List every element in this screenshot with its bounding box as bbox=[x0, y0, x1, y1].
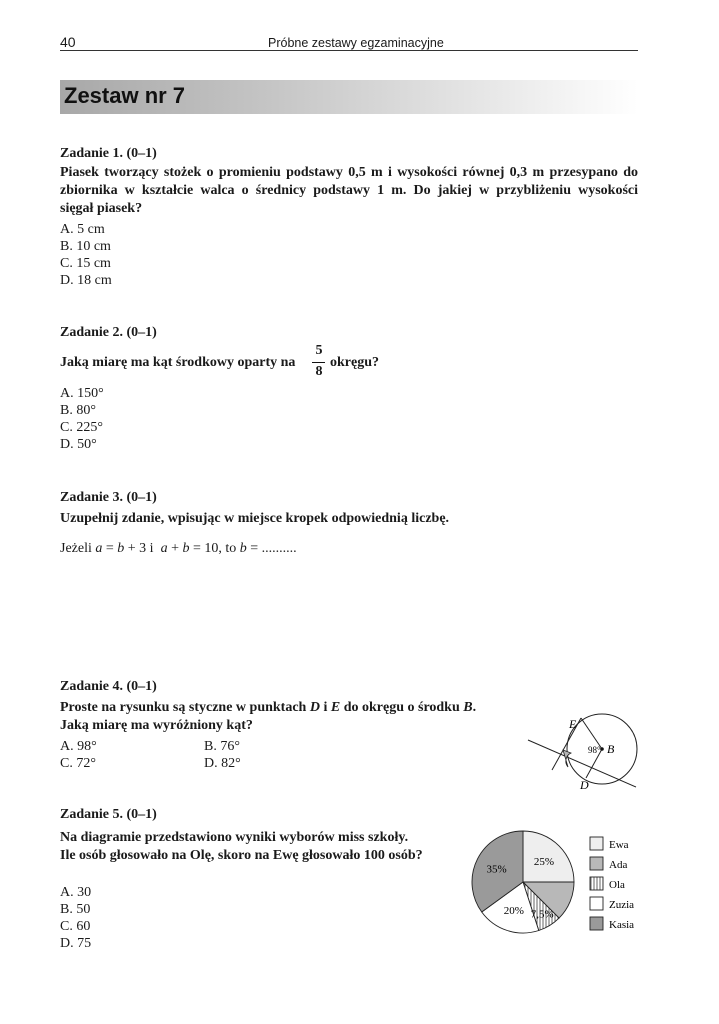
task1-answer-b: B. 10 cm bbox=[60, 239, 111, 254]
task1-answer-d: D. 18 cm bbox=[60, 273, 112, 288]
task5-answer-b: B. 50 bbox=[60, 902, 91, 917]
legend-swatch-zuzia bbox=[590, 897, 603, 910]
legend-swatch-kasia bbox=[590, 917, 603, 930]
task3-question: Uzupełnij zdanie, wpisując w miejsce kropek odpowiednią liczbę. bbox=[60, 511, 450, 526]
set-title: Zestaw nr 7 bbox=[64, 83, 186, 108]
fraction-numerator: 5 bbox=[315, 343, 323, 358]
page-number: 40 bbox=[60, 34, 76, 50]
pie-label-kasia: 35% bbox=[486, 863, 507, 876]
legend-label-zuzia: Zuzia bbox=[609, 899, 635, 911]
task4-answer-c: C. 72° bbox=[60, 756, 96, 771]
legend-label-ada: Ada bbox=[609, 859, 628, 871]
legend-swatch-ewa bbox=[590, 837, 603, 850]
task2-answer-c: C. 225° bbox=[60, 420, 103, 435]
pie-chart bbox=[470, 826, 640, 938]
task5-answer-c: C. 60 bbox=[60, 919, 91, 934]
task5-heading: Zadanie 5. (0–1) bbox=[60, 807, 157, 822]
task5-line2: Ile osób głosowało na Olę, skoro na Ewę głosowało 100 osób? bbox=[60, 848, 423, 863]
task2-question-end: okręgu? bbox=[330, 355, 379, 370]
label-b: B bbox=[607, 742, 615, 756]
center-point bbox=[600, 747, 604, 751]
task5-answer-a: A. 30 bbox=[60, 885, 92, 900]
task4-answer-a: A. 98° bbox=[60, 739, 97, 754]
task2-answer-b: B. 80° bbox=[60, 403, 96, 418]
task2-answer-d: D. 50° bbox=[60, 437, 97, 452]
legend-label-kasia: Kasia bbox=[609, 919, 635, 931]
task4-heading: Zadanie 4. (0–1) bbox=[60, 679, 157, 694]
task4-answer-b: B. 76° bbox=[204, 739, 240, 754]
task1-line1: Piasek tworzący stożek o promieniu podstawy 0,5 m i wysokości równej 0,3 m przesypano do bbox=[60, 165, 638, 180]
pie-label-ola: 7,5% bbox=[530, 908, 554, 921]
running-title: Próbne zestawy egzaminacyjne bbox=[268, 36, 444, 50]
task2-heading: Zadanie 2. (0–1) bbox=[60, 325, 157, 340]
task5-line1: Na diagramie przedstawiono wyniki wyborów miss szkoły. bbox=[60, 830, 409, 845]
task1-line2: zbiornika w kształcie walca o średnicy podstawy 1 m. Do jakiej w przybliżeniu wysokości bbox=[60, 183, 638, 198]
task3-heading: Zadanie 3. (0–1) bbox=[60, 490, 157, 505]
task4-line1: Proste na rysunku są styczne w punktach D i E do okręgu o środku B. bbox=[60, 700, 477, 715]
task4-line2: Jaką miarę ma wyróżniony kąt? bbox=[60, 718, 253, 733]
tangent-circle-figure bbox=[520, 708, 640, 798]
task1-heading: Zadanie 1. (0–1) bbox=[60, 146, 157, 161]
fraction-denominator: 8 bbox=[315, 364, 323, 379]
task1-answer-c: C. 15 cm bbox=[60, 256, 111, 271]
task4-answer-d: D. 82° bbox=[204, 756, 241, 771]
task2-answer-a: A. 150° bbox=[60, 386, 104, 401]
task3-sentence: Jeżeli a = b + 3 i a + b = 10, to b = .......... bbox=[60, 541, 297, 556]
task5-answer-d: D. 75 bbox=[60, 936, 92, 951]
label-e: E bbox=[569, 717, 577, 731]
fraction-bar bbox=[312, 362, 325, 363]
task2-question-start: Jaką miarę ma kąt środkowy oparty na bbox=[60, 355, 296, 370]
label-d: D bbox=[580, 778, 589, 792]
pie-label-zuzia: 20% bbox=[503, 905, 524, 918]
angle-98-label: 98° bbox=[588, 745, 601, 755]
task1-line3: sięgał piasek? bbox=[60, 201, 143, 216]
legend-label-ewa: Ewa bbox=[609, 839, 629, 851]
legend-label-ola: Ola bbox=[609, 879, 625, 891]
header-rule bbox=[60, 50, 638, 51]
task1-answer-a: A. 5 cm bbox=[60, 222, 105, 237]
pie-label-ewa: 25% bbox=[533, 856, 555, 869]
legend-swatch-ada bbox=[590, 857, 603, 870]
legend-swatch-ola bbox=[590, 877, 603, 890]
